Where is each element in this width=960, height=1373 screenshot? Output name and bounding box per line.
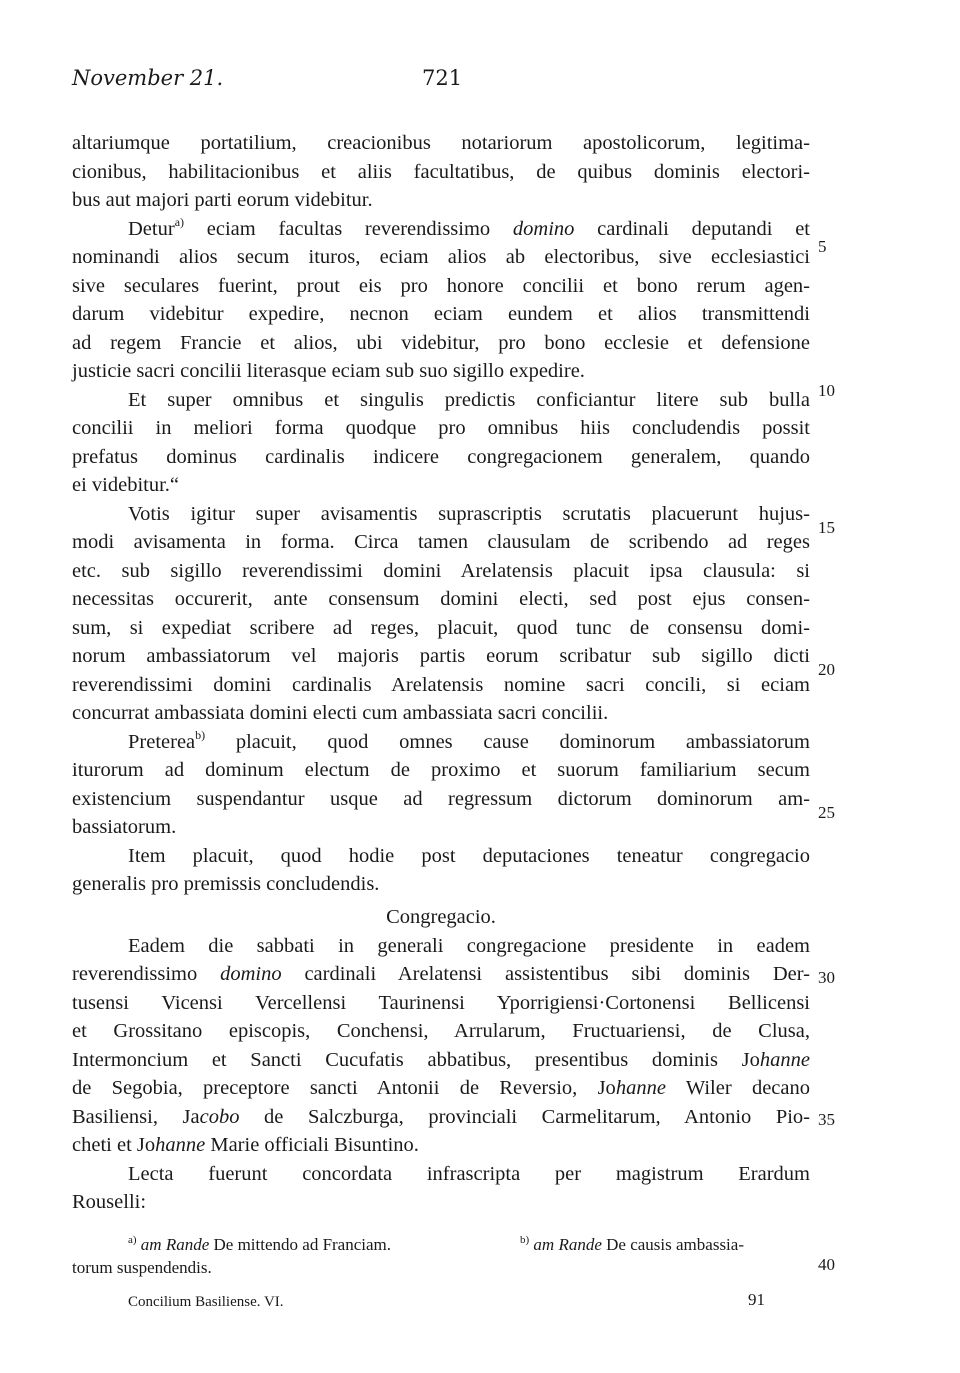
text-line: Lecta fuerunt concordata infrascripta per magistrum Erardum (128, 1163, 810, 1185)
footnote-b-continuation: torum suspendendis. (72, 1258, 212, 1277)
text-line: bassiatorum. (72, 816, 177, 838)
text-line (72, 1075, 810, 1101)
text-run: Detur (128, 218, 175, 240)
text-line (72, 1132, 810, 1158)
italic-text: domino (512, 218, 575, 240)
series-title: Concilium Basiliense. VI. (128, 1294, 284, 1310)
italic-text: domino (220, 963, 282, 985)
margin-line-number: 10 (818, 381, 835, 400)
footnote-b-label: am Rande (533, 1235, 602, 1254)
text-run: de Segobia, preceptore sancti Antonii de Reversio, Jo (72, 1077, 616, 1099)
text-run: Preterea (128, 731, 196, 753)
footnote-ref: a) (174, 215, 185, 229)
text-line: Item placuit, quod hodie post deputaciones teneatur congregacio (128, 845, 810, 867)
text-line (128, 216, 810, 242)
text-run: placuit, quod omnes cause dominorum ambassiatorum (205, 731, 810, 753)
footnote-b (520, 1234, 744, 1256)
text-run: cardinali Arelatensi assistentibus sibi dominis Der- (281, 963, 810, 985)
text-line: ei videbitur.“ (72, 474, 180, 496)
footnote-b-text: De causis ambassia- (601, 1235, 744, 1254)
text-run: Basiliensi, Ja (72, 1106, 200, 1128)
text-run: reverendissimo (72, 963, 221, 985)
text-line: concilii in meliori forma quodque pro omnibus hiis concludendis possit (72, 417, 810, 439)
text-line: cionibus, habilitacionibus et aliis facultatibus, de quibus dominis electori- (72, 161, 810, 183)
text-run: Marie officiali Bisuntino. (205, 1134, 419, 1156)
text-line: bus aut majori parti eorum videbitur. (72, 189, 373, 211)
text-line (72, 1104, 810, 1130)
margin-line-number: 30 (818, 968, 835, 987)
italic-text: hanne (615, 1077, 666, 1099)
italic-text: hanne (155, 1134, 206, 1156)
footnote-a-mark: a) (128, 1234, 137, 1246)
text-run: cheti et Jo (72, 1134, 156, 1156)
text-run: cardinali deputandi et (574, 218, 810, 240)
text-line (72, 1047, 810, 1073)
text-line: tusensi Vicensi Vercellensi Taurinensi Yporrigiensi·Cortonensi Bellicensi (72, 992, 810, 1014)
text-line (128, 729, 810, 755)
text-line: Eadem die sabbati in generali congregacione presidente in eadem (128, 935, 810, 957)
page-number: 721 (422, 66, 463, 90)
text-line: norum ambassiatorum vel majoris partis eorum scribatur sub sigillo dicti (72, 645, 810, 667)
text-line: existencium suspendantur usque ad regressum dictorum dominorum am- (72, 788, 810, 810)
text-run: Intermoncium et Sancti Cucufatis abbatibus, presentibus dominis Jo (72, 1049, 760, 1071)
footnote-a-text: De mittendo ad Franciam. (209, 1235, 392, 1254)
running-head: November 21. (72, 66, 224, 90)
footnote-a (128, 1234, 391, 1256)
italic-text: hanne (759, 1049, 810, 1071)
margin-line-number: 25 (818, 803, 835, 822)
text-line: ad regem Francie et alios, ubi videbitur, pro bono ecclesie et defensione (72, 332, 810, 354)
margin-line-number: 15 (818, 518, 835, 537)
text-line: et Grossitano episcopis, Conchensi, Arrularum, Fructuariensi, de Clusa, (72, 1020, 810, 1042)
text-line: sive seculares fuerint, prout eis pro honore concilii et bono rerum agen- (72, 275, 810, 297)
text-line: generalis pro premissis concludendis. (72, 873, 380, 895)
text-line: prefatus dominus cardinalis indicere congregacionem generalem, quando (72, 446, 810, 468)
margin-line-number: 40 (818, 1255, 835, 1274)
footnote-a-label: am Rande (140, 1235, 210, 1254)
margin-line-number: 35 (818, 1110, 835, 1129)
footnote-ref: b) (195, 728, 206, 742)
text-line: darum videbitur expedire, necnon eciam eundem et alios transmittendi (72, 303, 810, 325)
text-line: Rouselli: (72, 1191, 147, 1213)
footnote-b-mark: b) (520, 1234, 530, 1246)
text-line: concurrat ambassiata domini electi cum ambassiata sacri concilii. (72, 702, 609, 724)
text-run: eciam facultas reverendissimo (184, 218, 513, 240)
text-line: reverendissimi domini cardinalis Arelatensis nomine sacri concili, si eciam (72, 674, 810, 696)
text-line: Et super omnibus et singulis predictis conficiantur litere sub bulla (128, 389, 810, 411)
italic-text: cobo (199, 1106, 240, 1128)
section-heading: Congregacio. (386, 906, 496, 928)
text-line: justicie sacri concilii literasque eciam sub suo sigillo expedire. (72, 360, 585, 382)
margin-line-number: 5 (818, 237, 827, 256)
text-line: Votis igitur super avisamentis suprascriptis scrutatis placuerunt hujus- (128, 503, 810, 525)
text-line: altariumque portatilium, creacionibus notariorum apostolicorum, legitima- (72, 132, 810, 154)
text-line: etc. sub sigillo reverendissimi domini Arelatensis placuit ipsa clausula: si (72, 560, 810, 582)
text-line: necessitas occurerit, ante consensum domini electi, sed post ejus consen- (72, 588, 810, 610)
margin-line-number: 20 (818, 660, 835, 679)
text-line (72, 961, 810, 987)
text-line: sum, si expediat scribere ad reges, placuit, quod tunc de consensu domi- (72, 617, 810, 639)
text-line: iturorum ad dominum electum de proximo et suorum familiarium secum (72, 759, 810, 781)
text-run: de Salczburga, provinciali Carmelitarum, Antonio Pio- (239, 1106, 810, 1128)
signature-mark: 91 (748, 1290, 765, 1309)
text-run: Wiler decano (665, 1077, 810, 1099)
text-line: modi avisamenta in forma. Circa tamen clausulam de scribendo ad reges (72, 531, 810, 553)
text-line: nominandi alios secum ituros, eciam alios ab electoribus, sive ecclesiastici (72, 246, 810, 268)
